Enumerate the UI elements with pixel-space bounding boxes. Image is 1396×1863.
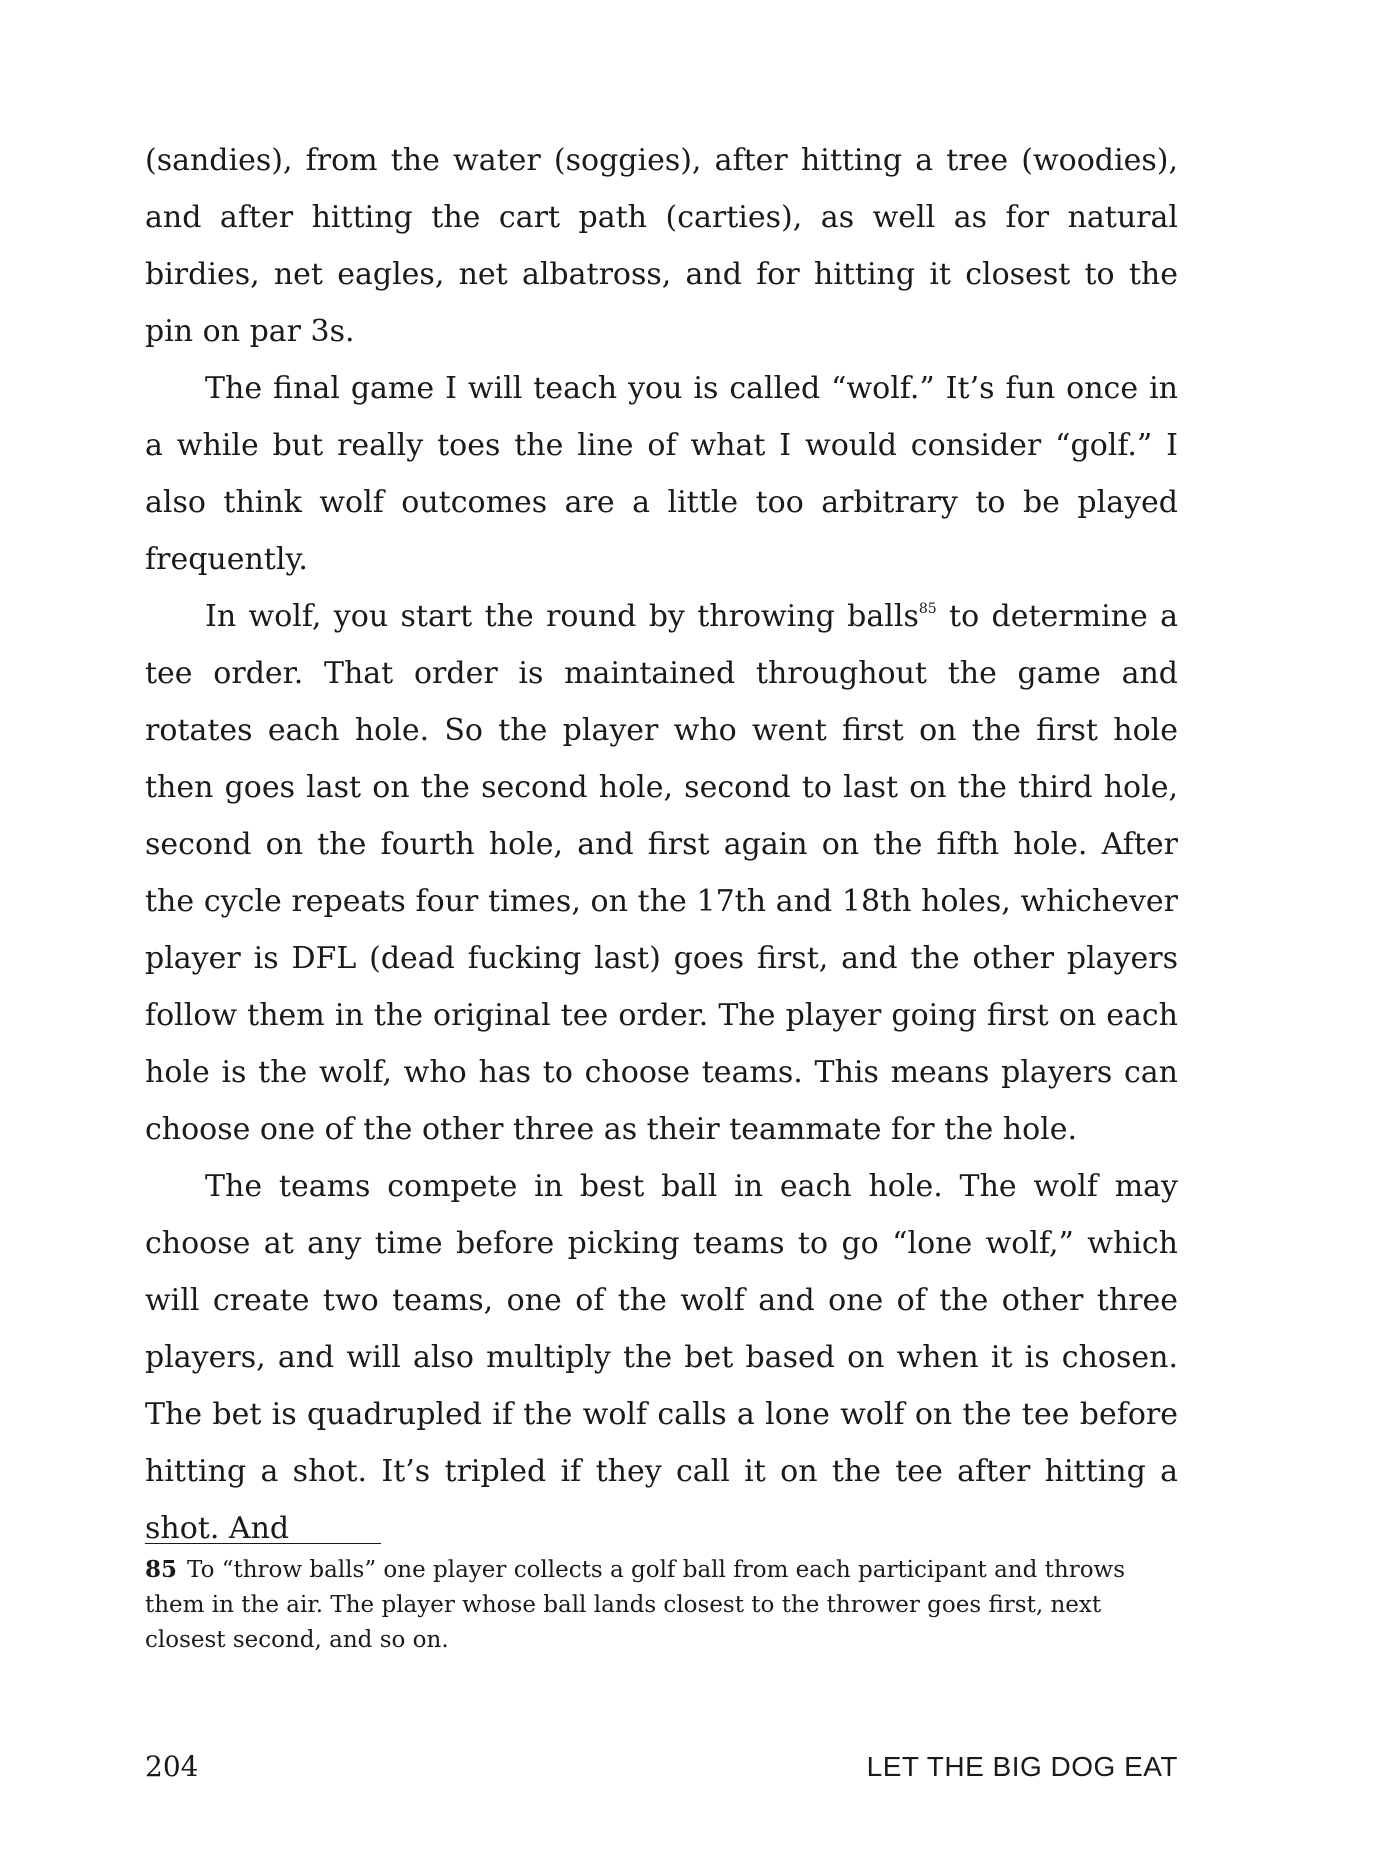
footnote: [145, 1552, 1178, 1658]
running-head: LET THE BIG DOG EAT: [866, 1751, 1178, 1782]
paragraph-text-after-ref: to determine a tee order. That order is maintained throughout the game and rotates each hole. So the player who went first on the first hole then goes last on the second hole, second to last on the third hole, second on the fourth hole, and first again on the fifth hole. After the cycle repeats four times, on the 17th and 18th holes, whichever player is DFL (dead fucking last) goes first, and the other players follow them in the original tee order. The player going first on each hole is the wolf, who has to choose teams. This means players can choose one of the other three as their teammate for the hole.: [145, 599, 1178, 1147]
paragraph-continued: (sandies), from the water (soggies), after hitting a tree (woodies), and after hitting the cart path (carties), as well as for natural birdies, net eagles, net albatross, and for hitting it closest to the pin on par 3s.: [145, 143, 1178, 349]
footnote-number: 85: [145, 1556, 178, 1583]
body-text: [145, 132, 1178, 1557]
page-number: 204: [145, 1750, 199, 1783]
footnote-divider: [145, 1543, 381, 1544]
footnote-reference: 85: [918, 601, 937, 617]
paragraph-text-before-ref: In wolf, you start the round by throwing balls: [205, 599, 919, 634]
footnote-text: To “throw balls” one player collects a golf ball from each participant and throws them in the air. The player whose ball lands closest to the thrower goes first, next closest second, and so on.: [145, 1557, 1126, 1653]
paragraph-wolf-tee-order: [145, 588, 1178, 1158]
paragraph-teams: The teams compete in best ball in each hole. The wolf may choose at any time before picking teams to go “lone wolf,” which will create two teams, one of the wolf and one of the other three players, and will also multiply the bet based on when it is chosen. The bet is quadrupled if the wolf calls a lone wolf on the tee before hitting a shot. It’s tripled if they call it on the tee after hitting a shot. And: [145, 1169, 1178, 1546]
paragraph-wolf-intro: The final game I will teach you is called “wolf.” It’s fun once in a while but really toes the line of what I would consider “golf.” I also think wolf outcomes are a little too arbitrary to be played frequently.: [145, 371, 1178, 577]
